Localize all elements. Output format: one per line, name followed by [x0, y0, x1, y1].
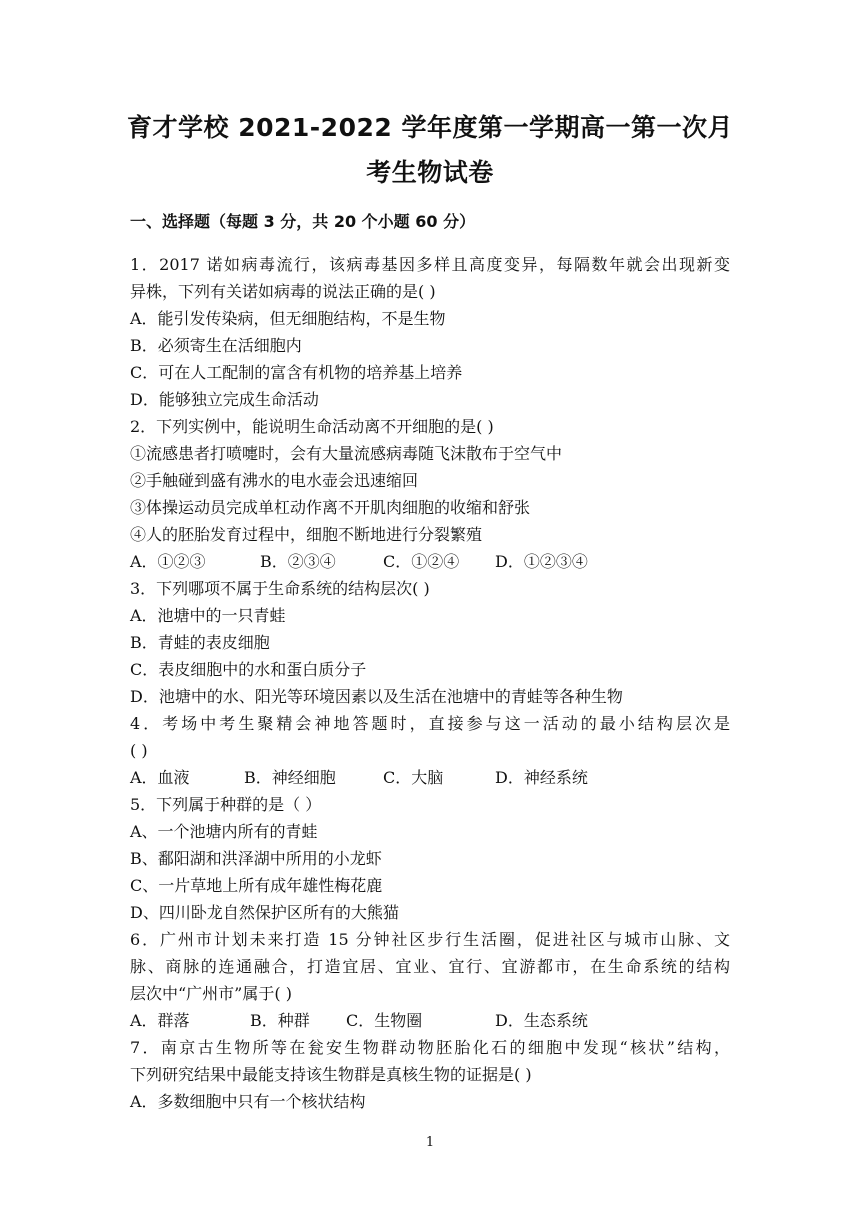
question-6-stem-line2: 脉、商脉的连通融合，打造宜居、宜业、宜行、宜游都市，在生命系统的结构 — [130, 957, 730, 976]
question-7-stem-line2: 下列研究结果中最能支持该生物群是真核生物的证据是( ) — [130, 1065, 532, 1084]
question-4-stem-line1: 4．考场中考生聚精会神地答题时，直接参与这一活动的最小结构层次是 — [130, 714, 730, 733]
question-2-item-4: ④人的胚胎发育过程中，细胞不断地进行分裂繁殖 — [130, 525, 483, 544]
question-3-option-b: B．青蛙的表皮细胞 — [130, 633, 270, 652]
question-2-item-2: ②手触碰到盛有沸水的电水壶会迅速缩回 — [130, 471, 419, 490]
question-3-option-c: C．表皮细胞中的水和蛋白质分子 — [130, 660, 367, 679]
question-2-option-c: C．①②④ — [383, 552, 460, 571]
question-5-option-a: A、一个池塘内所有的青蛙 — [130, 822, 318, 841]
question-1-stem-line2: 异株，下列有关诺如病毒的说法正确的是( ) — [130, 282, 436, 301]
section-heading: 一、选择题（每题 3 分，共 20 个小题 60 分） — [130, 212, 476, 231]
question-6-stem-line3: 层次中“广州市”属于( ) — [130, 984, 292, 1003]
question-5-stem: 5．下列属于种群的是（ ） — [130, 795, 322, 814]
question-5-option-d: D、四川卧龙自然保护区所有的大熊猫 — [130, 903, 399, 922]
question-4-option-b: B．神经细胞 — [244, 768, 336, 787]
question-6-option-b: B．种群 — [250, 1011, 310, 1030]
question-4-option-a: A．血液 — [130, 768, 190, 787]
question-2-option-d: D．①②③④ — [495, 552, 588, 571]
page-number: 1 — [425, 1135, 435, 1150]
question-2-option-a: A．①②③ — [130, 552, 206, 571]
question-6-option-c: C．生物圈 — [346, 1011, 423, 1030]
question-7-option-a: A．多数细胞中只有一个核状结构 — [130, 1092, 366, 1111]
question-5-option-c: C、一片草地上所有成年雄性梅花鹿 — [130, 876, 383, 895]
question-1-stem-line1: 1．2017 诺如病毒流行，该病毒基因多样且高度变异，每隔数年就会出现新变 — [130, 255, 730, 274]
question-1-option-b: B．必须寄生在活细胞内 — [130, 336, 302, 355]
question-7-stem-line1: 7．南京古生物所等在瓮安生物群动物胚胎化石的细胞中发现“核状”结构， — [130, 1038, 730, 1057]
question-5-option-b: B、鄱阳湖和洪泽湖中所用的小龙虾 — [130, 849, 382, 868]
question-3-stem: 3．下列哪项不属于生命系统的结构层次( ) — [130, 579, 430, 598]
exam-title-line2: 考生物试卷 — [366, 158, 494, 187]
question-2-item-3: ③体操运动员完成单杠动作离不开肌肉细胞的收缩和舒张 — [130, 498, 531, 517]
exam-title-line1: 育才学校 2021-2022 学年度第一学期高一第一次月 — [127, 113, 733, 142]
question-2-stem: 2．下列实例中，能说明生命活动离不开细胞的是( ) — [130, 417, 494, 436]
question-6-option-a: A．群落 — [130, 1011, 190, 1030]
question-1-option-c: C．可在人工配制的富含有机物的培养基上培养 — [130, 363, 463, 382]
question-3-option-d: D．池塘中的水、阳光等环境因素以及生活在池塘中的青蛙等各种生物 — [130, 687, 623, 706]
question-1-option-a: A．能引发传染病，但无细胞结构，不是生物 — [130, 309, 446, 328]
question-6-stem-line1: 6．广州市计划未来打造 15 分钟社区步行生活圈，促进社区与城市山脉、文 — [130, 930, 730, 949]
question-2-option-b: B．②③④ — [260, 552, 336, 571]
question-1-option-d: D．能够独立完成生命活动 — [130, 390, 319, 409]
question-4-stem-line2: ( ) — [130, 741, 148, 760]
question-4-option-c: C．大脑 — [383, 768, 444, 787]
question-4-option-d: D．神经系统 — [495, 768, 588, 787]
question-2-item-1: ①流感患者打喷嚏时，会有大量流感病毒随飞沫散布于空气中 — [130, 444, 563, 463]
question-3-option-a: A．池塘中的一只青蛙 — [130, 606, 286, 625]
question-6-option-d: D．生态系统 — [495, 1011, 588, 1030]
